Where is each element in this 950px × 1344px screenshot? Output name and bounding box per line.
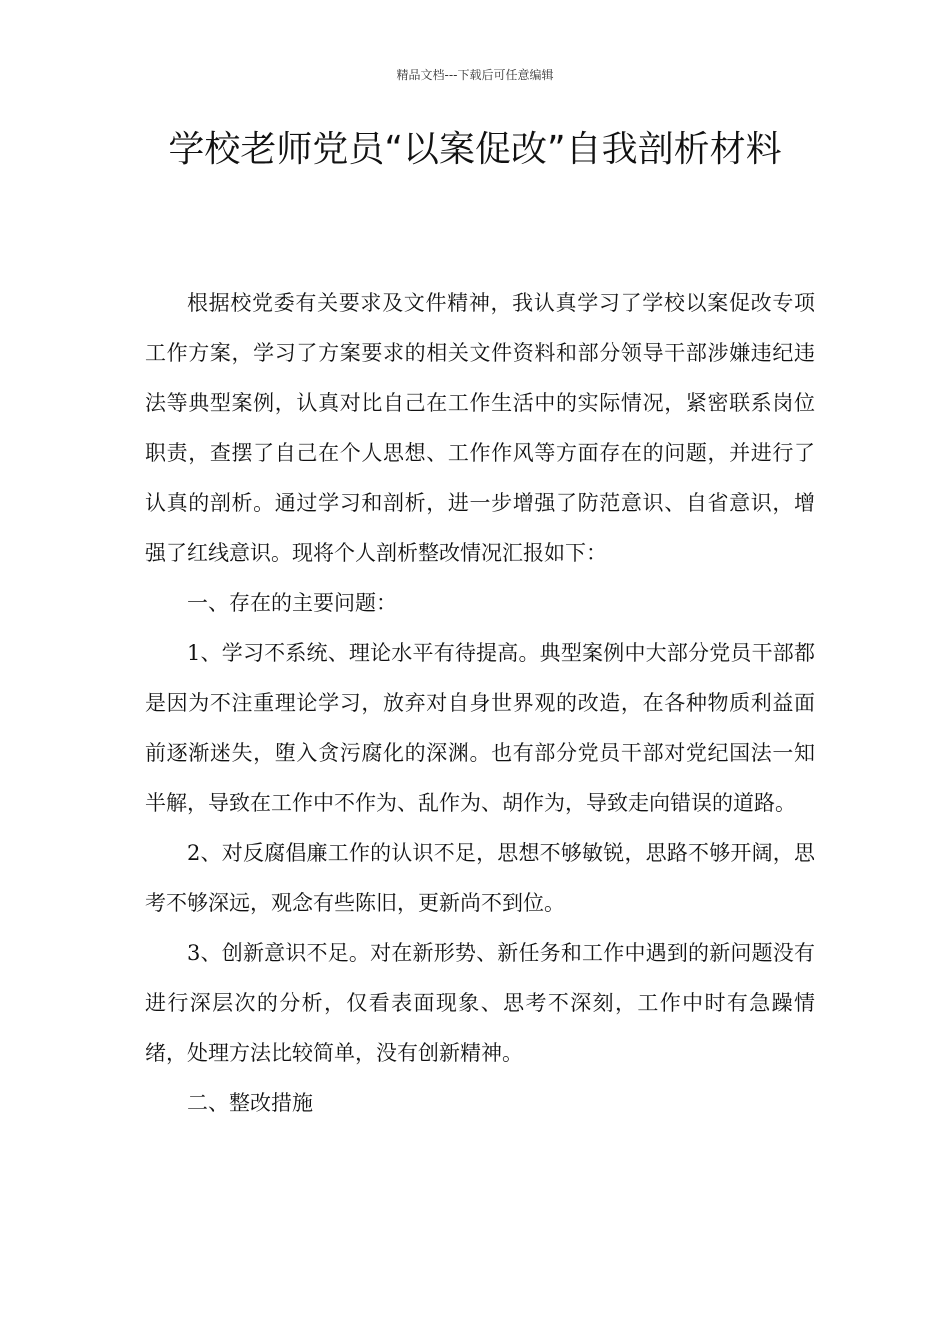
problem-item-1: 1、学习不系统、理论水平有待提高。典型案例中大部分党员干部都是因为不注重理论学习，放弃对自身世界观的改造，在各种物质利益面前逐渐迷失，堕入贪污腐化的深渊。也有部分党员干部对党纪国法一知半解，导致在工作中不作为、乱作为、胡作为，导致走向错误的道路。 — [145, 641, 815, 815]
intro-paragraph: 根据校党委有关要求及文件精神，我认真学习了学校以案促改专项工作方案，学习了方案要求的相关文件资料和部分领导干部涉嫌违纪违法等典型案例，认真对比自己在工作生活中的实际情况，紧密联系岗位职责，查摆了自己在个人思想、工作作风等方面存在的问题，并进行了认真的剖析。通过学习和剖析，进一步增强了防范意识、自省意识，增强了红线意识。现将个人剖析整改情况汇报如下： — [145, 291, 815, 565]
section-heading-measures: 二、整改措施 — [187, 1091, 313, 1115]
document-title: 学校老师党员“以案促改”自我剖析材料 — [168, 129, 782, 170]
document-body — [145, 278, 815, 1128]
problem-item-3: 3、创新意识不足。对在新形势、新任务和工作中遇到的新问题没有进行深层次的分析，仅看表面现象、思考不深刻，工作中时有急躁情绪，处理方法比较简单，没有创新精神。 — [145, 941, 815, 1065]
page-header-note: 精品文档---下载后可任意编辑 — [396, 68, 554, 82]
problem-item-2: 2、对反腐倡廉工作的认识不足，思想不够敏锐，思路不够开阔，思考不够深远，观念有些陈旧，更新尚不到位。 — [145, 841, 815, 915]
section-heading-problems: 一、存在的主要问题： — [187, 591, 397, 615]
